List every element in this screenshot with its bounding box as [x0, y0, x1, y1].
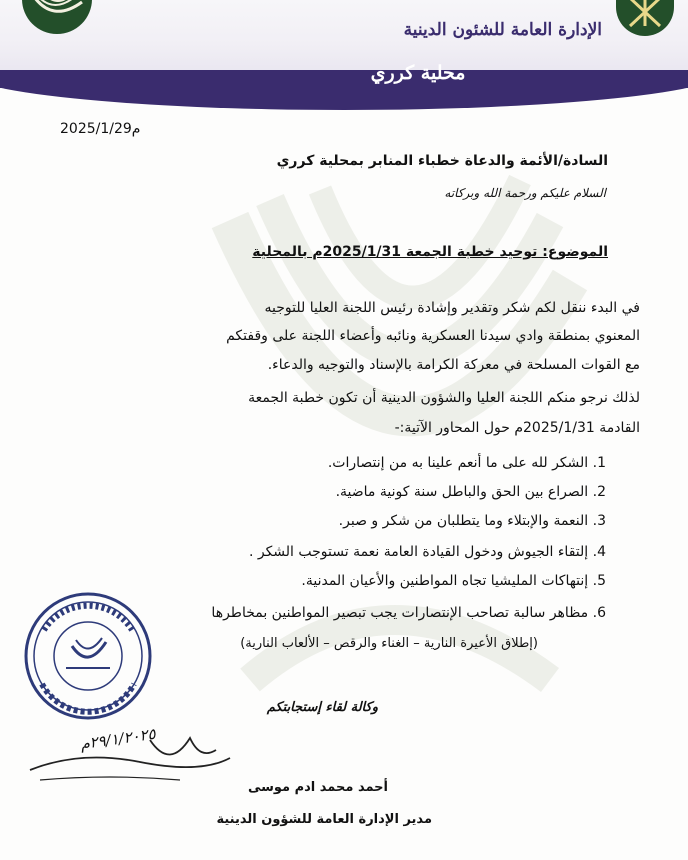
topic-item: 4. إلتقاء الجيوش ودخول القيادة العامة نعمة تستوجب الشكر . [248, 544, 606, 560]
signer-name: أحمد محمد ادم موسى [247, 780, 388, 795]
topic-item: 2. الصراع بين الحق والباطل سنة كونية ماضية. [335, 484, 606, 500]
topic-item: 5. إنتهاكات المليشيا تجاه المواطنين والأعيان المدنية. [301, 573, 606, 589]
signature-date: ٢٩/١/٢٠٢٥م [79, 724, 157, 754]
body-line: المعنوي بمنطقة وادي سيدنا العسكرية ونائبه وأعضاء اللجنة على وقفتكم [226, 328, 640, 344]
topic-item: 6. مظاهر سالبة تصاحب الإنتصارات يجب تبصير المواطنين بمخاطرها [211, 605, 606, 621]
letterhead [0, 0, 688, 88]
subject-line: الموضوع: توحيد خطبة الجمعة 2025/1/31م بالمحلية [252, 244, 608, 260]
organization-name: الإدارة العامة للشئون الدينية [403, 20, 602, 40]
signer-title: مدير الإدارة العامة للشؤون الدينية [216, 812, 432, 827]
body-line: في البدء ننقل لكم شكر وتقدير وإشادة رئيس اللجنة العليا للتوجيه [264, 300, 640, 316]
locality-name: محلية كرري [370, 62, 466, 84]
closing-phrase: وكالة لقاء إستجابتكم [266, 700, 378, 715]
body-line: لذلك نرجو منكم اللجنة العليا والشؤون الدينية أن تكون خطبة الجمعة [248, 390, 640, 406]
addressee: السادة/الأئمة والدعاة خطباء المنابر بمحلية كرري [276, 153, 608, 169]
topic-item: 1. الشكر لله على ما أنعم علينا به من إنتصارات. [327, 455, 606, 471]
body-line: القادمة 2025/1/31م حول المحاور الآتية:- [394, 420, 640, 436]
topic-detail: (إطلاق الأعيرة النارية – الغناء والرقص – الألعاب النارية) [240, 636, 538, 651]
topic-item: 3. النعمة والإبتلاء وما يتطلبان من شكر و صبر. [338, 513, 606, 529]
emblem-logo-right [616, 0, 674, 36]
letter-date: 2025/1/29م [60, 121, 141, 137]
body-line: مع القوات المسلحة في معركة الكرامة بالإسناد والتوجيه والدعاء. [267, 357, 640, 373]
greeting: السلام عليكم ورحمة الله وبركاته [444, 186, 606, 200]
emblem-logo-left [22, 0, 92, 34]
